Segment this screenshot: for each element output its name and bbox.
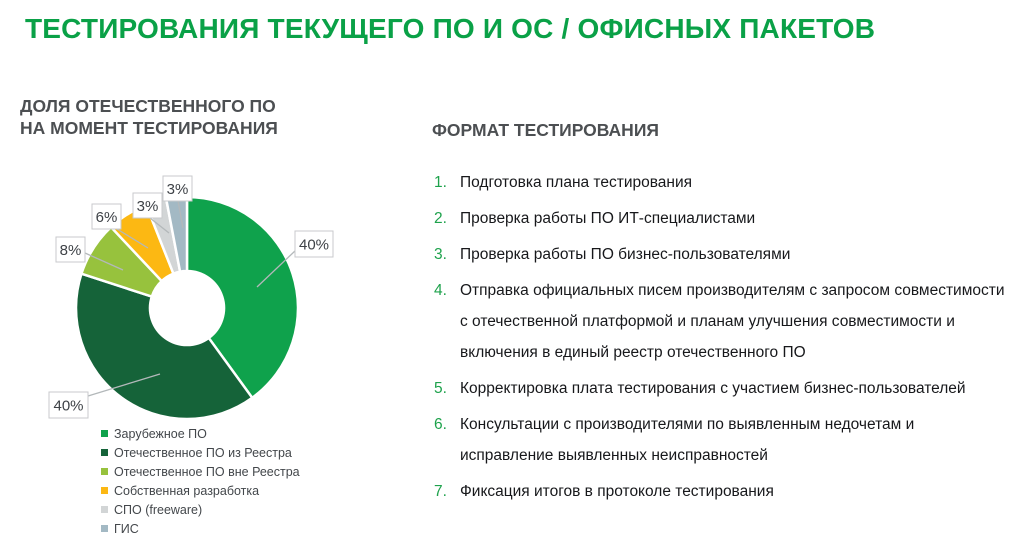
slice-value-label-5: 3% [166, 181, 189, 198]
step-text-6: Консультации с производителями по выявленным недочетам и исправление выявленных неисправностей [460, 416, 915, 464]
legend-item-3 [101, 481, 300, 500]
slice-value-label-1: 40% [53, 397, 84, 415]
step-number-3: 3. [434, 246, 447, 263]
slice-value-label-0: 40% [298, 236, 330, 254]
legend-item-1 [101, 443, 300, 462]
chart-title-line1: ДОЛЯ ОТЕЧЕСТВЕННОГО ПО [20, 96, 276, 116]
chart-title-line2: НА МОМЕНТ ТЕСТИРОВАНИЯ [20, 118, 278, 138]
slice-value-label-2: 8% [59, 242, 82, 259]
step-item-2 [434, 203, 1022, 234]
chart-legend [101, 424, 300, 538]
page-title: ТЕСТИРОВАНИЯ ТЕКУЩЕГО ПО И ОС / ОФИСНЫХ ПАКЕТОВ [25, 13, 876, 44]
legend-item-2 [101, 462, 300, 481]
legend-label-1: Отечественное ПО из Реестра [114, 445, 292, 460]
legend-item-4 [101, 500, 300, 519]
step-number-6: 6. [434, 416, 447, 433]
legend-label-0: Зарубежное ПО [114, 426, 207, 441]
slice-value-label-4: 3% [136, 198, 159, 215]
step-text-7: Фиксация итогов в протоколе тестирования [460, 483, 774, 500]
step-text-4: Отправка официальных писем производителям с запросом совместимости с отечественной платформой и планам улучшения совместимости и включения в единый реестр отечественного ПО [460, 282, 1005, 361]
legend-swatch-3 [101, 487, 108, 494]
step-number-4: 4. [434, 282, 447, 299]
step-text-5: Корректировка плата тестирования с участием бизнес-пользователей [460, 380, 966, 397]
step-item-6 [434, 409, 1022, 471]
step-text-3: Проверка работы ПО бизнес-пользователями [460, 246, 791, 263]
step-item-1 [434, 167, 1022, 198]
list-title: ФОРМАТ ТЕСТИРОВАНИЯ [432, 120, 659, 140]
step-item-4 [434, 275, 1022, 368]
legend-swatch-1 [101, 449, 108, 456]
legend-label-5: ГИС [114, 521, 139, 536]
step-number-2: 2. [434, 210, 447, 227]
legend-item-0 [101, 424, 300, 443]
legend-label-2: Отечественное ПО вне Реестра [114, 464, 300, 479]
step-number-1: 1. [434, 174, 447, 191]
legend-label-3: Собственная разработка [114, 483, 260, 498]
step-number-7: 7. [434, 483, 447, 500]
testing-steps-list [434, 167, 1022, 512]
step-item-3 [434, 239, 1022, 270]
legend-swatch-0 [101, 430, 108, 437]
slice-value-label-3: 6% [95, 209, 118, 226]
step-number-5: 5. [434, 380, 447, 397]
step-text-1: Подготовка плана тестирования [460, 174, 693, 191]
step-item-7 [434, 476, 1022, 507]
step-item-5 [434, 373, 1022, 404]
legend-label-4: СПО (freeware) [114, 502, 203, 517]
legend-swatch-2 [101, 468, 108, 475]
step-text-2: Проверка работы ПО ИТ-специалистами [460, 210, 756, 227]
legend-swatch-4 [101, 506, 108, 513]
